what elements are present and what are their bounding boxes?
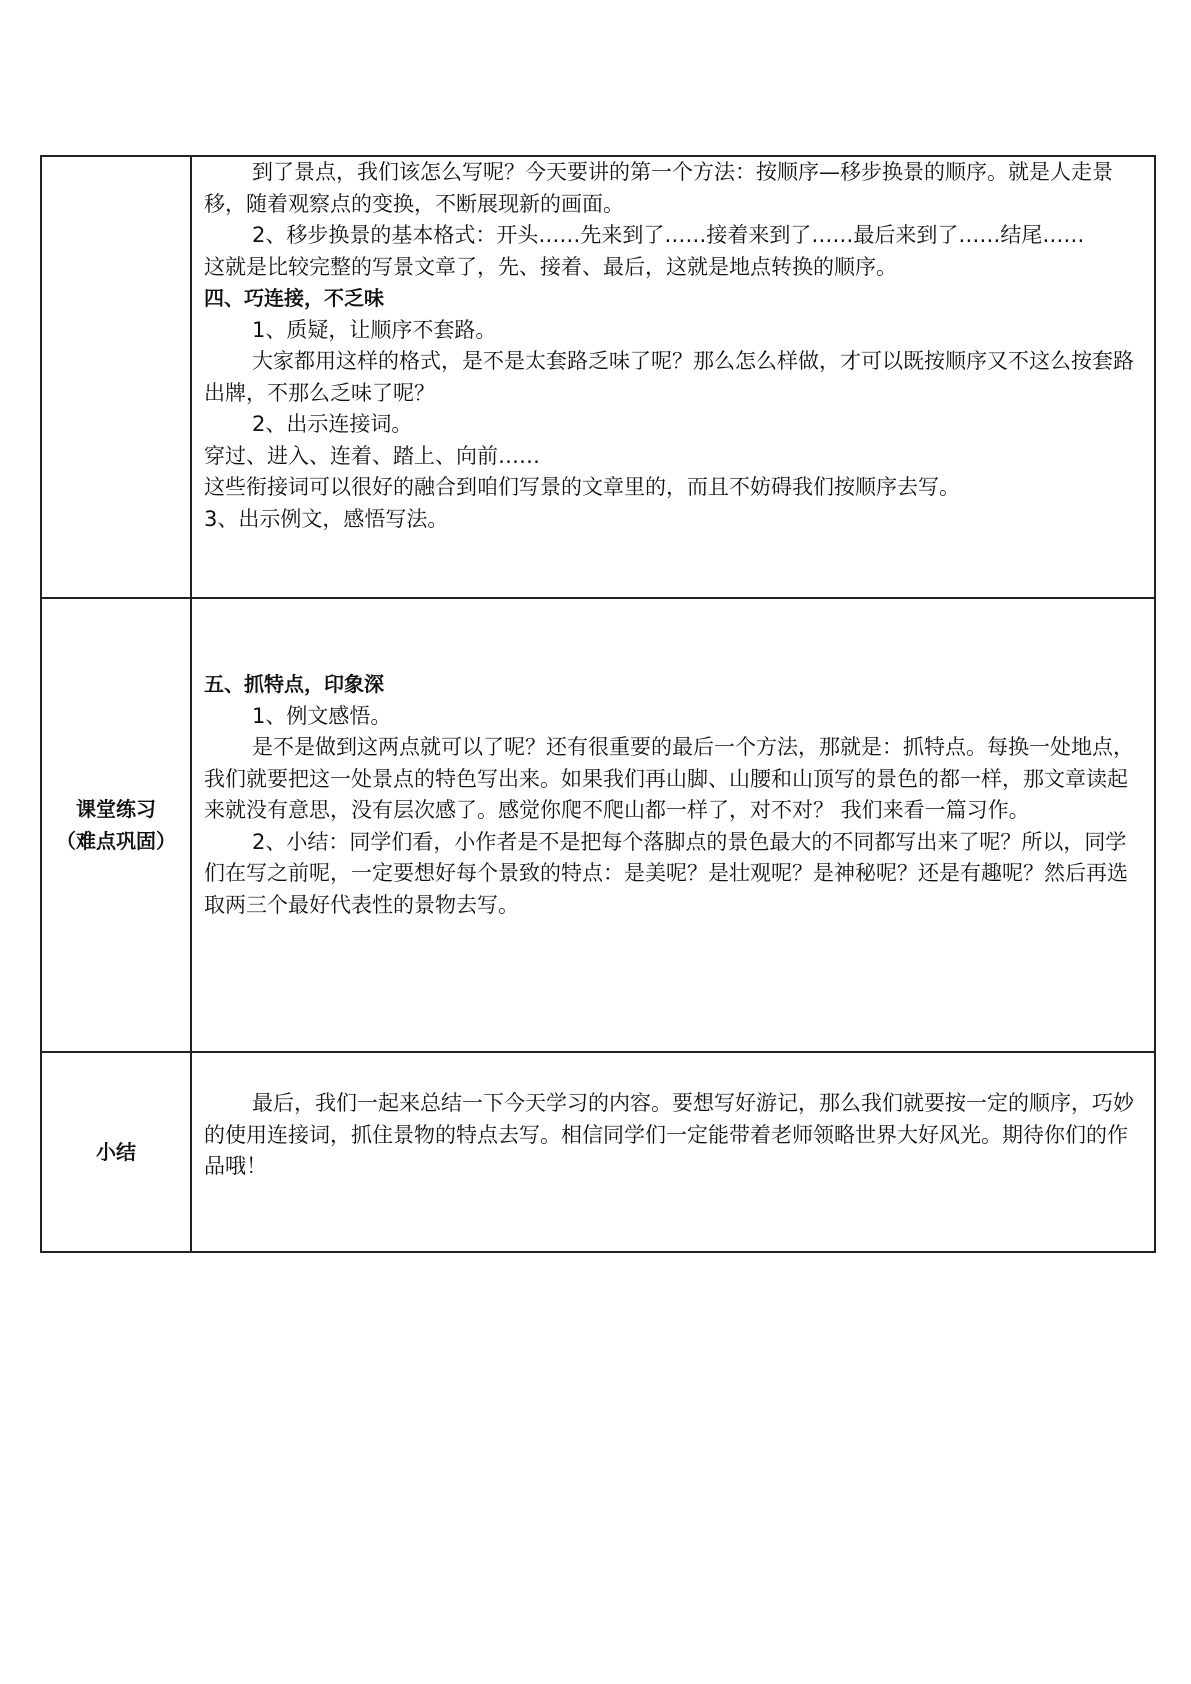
- row-label-empty: [41, 156, 191, 598]
- section-heading-4: 四、巧连接，不乏味: [204, 286, 384, 310]
- label-practice-line2: （难点巩固）: [56, 829, 176, 853]
- paragraph-practice-summary: 2、小结：同学们看，小作者是不是把每个落脚点的景色最大的不同都写出来了呢？所以，同学们在写之前呢，一定要想好每个景致的特点：是美呢？是壮观呢？是神秘呢？还是有趣呢？然后再选取两三个最好代表性的景物去写。: [204, 829, 1128, 917]
- label-summary: 小结: [96, 1140, 136, 1164]
- paragraph-connectives-note: 这些衔接词可以很好的融合到咱们写景的文章里的，而且不妨碍我们按顺序去写。: [204, 475, 960, 499]
- row-content-process: [191, 156, 1155, 598]
- row-label-practice: [41, 598, 191, 1052]
- row-content-practice: [191, 598, 1155, 1052]
- paragraph-connectives-title: 2、出示连接词。: [252, 412, 413, 436]
- lesson-plan-table: [40, 155, 1156, 1253]
- lesson-plan-page: [40, 155, 1156, 1253]
- row-content-summary: [191, 1052, 1155, 1252]
- section-heading-5: 五、抓特点，印象深: [204, 672, 384, 696]
- paragraph-discussion: 大家都用这样的格式，是不是太套路乏味了呢？那么怎么样做，才可以既按顺序又不这么按套路出牌，不那么乏味了呢？: [204, 349, 1134, 405]
- paragraph-question: 1、质疑，让顺序不套路。: [252, 317, 497, 342]
- paragraph-example-insight: 1、例文感悟。: [252, 703, 392, 728]
- table-row-process: [41, 156, 1155, 598]
- paragraph-features: 是不是做到这两点就可以了呢？还有很重要的最后一个方法，那就是：抓特点。每换一处地点，我们就要把这一处景点的特色写出来。如果我们再山脚、山腰和山顶写的景色的都一样，那文章读起来就没有意思，没有层次感了。感觉你爬不爬山都一样了，对不对？ 我们来看一篇习作。: [204, 735, 1134, 822]
- paragraph-format: 2、移步换景的基本格式：开头……先来到了……接着来到了……最后来到了……结尾……: [252, 223, 1085, 247]
- table-row-practice: [41, 598, 1155, 1052]
- label-practice-line1: 课堂练习: [76, 797, 156, 821]
- paragraph-order-summary: 这就是比较完整的写景文章了，先、接着、最后，这就是地点转换的顺序。: [204, 254, 897, 279]
- row-label-summary: [41, 1052, 191, 1252]
- table-row-summary: [41, 1052, 1155, 1252]
- paragraph-conclusion: 最后，我们一起来总结一下今天学习的内容。要想写好游记，那么我们就要按一定的顺序，巧妙的使用连接词，抓住景物的特点去写。相信同学们一定能带着老师领略世界大好风光。期待你们的作品哦！: [204, 1091, 1134, 1178]
- paragraph-connectives-list: 穿过、进入、连着、踏上、向前……: [204, 443, 540, 468]
- paragraph-example: 3、出示例文，感悟写法。: [204, 506, 449, 531]
- paragraph-intro: 到了景点，我们该怎么写呢？今天要讲的第一个方法：按顺序—移步换景的顺序。就是人走景移，随着观察点的变换，不断展现新的画面。: [204, 160, 1113, 216]
